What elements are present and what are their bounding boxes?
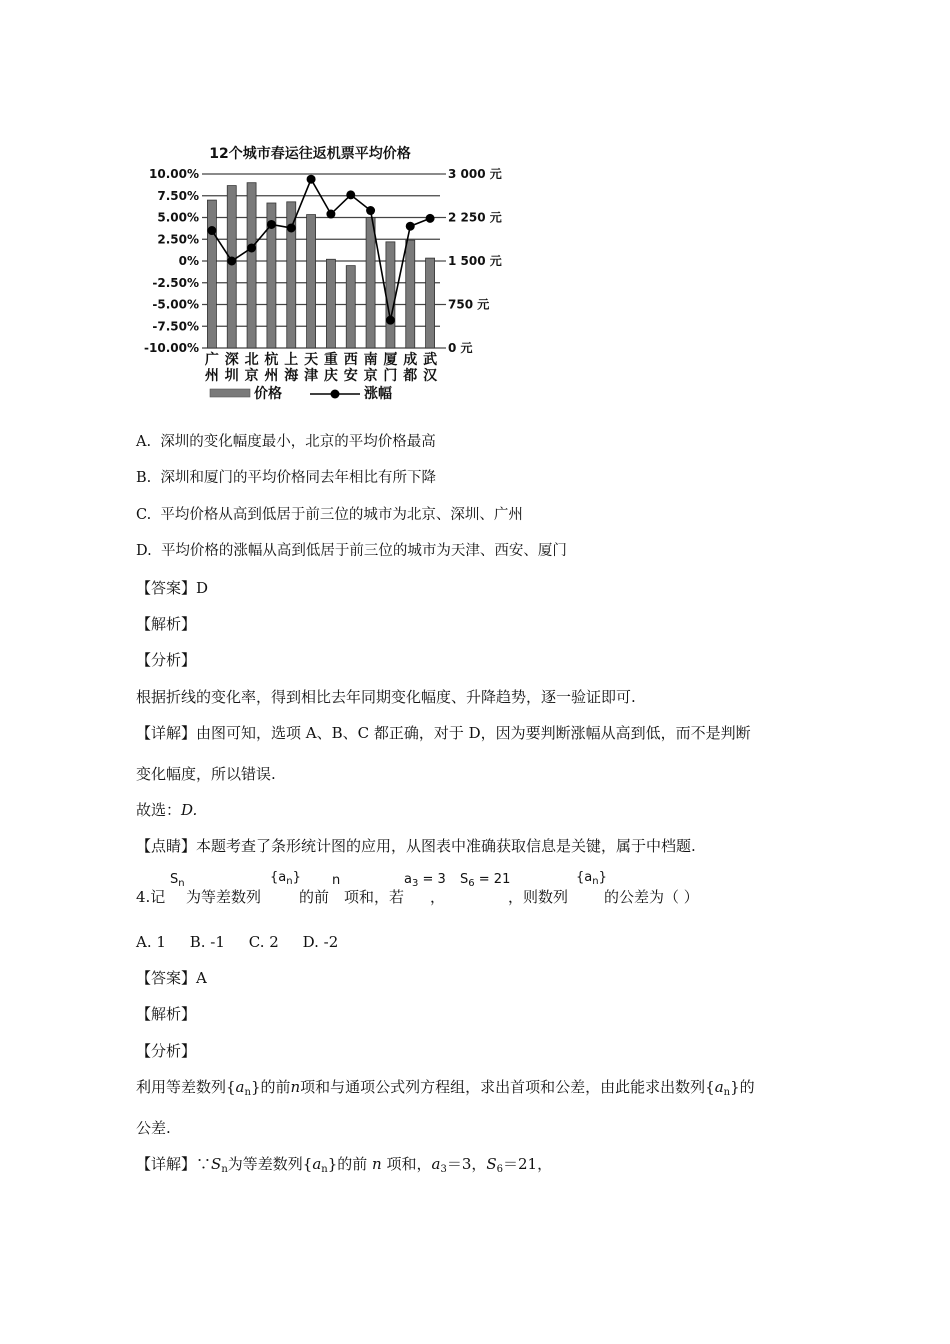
q4-xj-f: ＝21，: [503, 1155, 553, 1173]
option-d-label: D.: [136, 543, 152, 559]
q4-xj-e: ＝3，: [446, 1155, 487, 1173]
growth-point: [307, 175, 316, 184]
q4-xj-c: }的前: [327, 1155, 373, 1173]
price-bar: [326, 259, 335, 348]
q4-xiangjie: [136, 1154, 552, 1180]
q3-answer: [136, 578, 208, 598]
q3-guxuan: [136, 800, 197, 820]
q4-xj-S-sub: n: [221, 1164, 228, 1175]
option-d-text: 平均价格的涨幅从高到低居于前三位的城市为天津、西安、厦门: [160, 543, 567, 559]
q3-answer-tag: 【答案】: [136, 579, 197, 597]
category-label: 上: [284, 352, 299, 368]
right-tick-label: 3 000 元: [448, 167, 502, 181]
q4-seq2-open: {a: [576, 870, 593, 885]
option-a-text: 深圳的变化幅度最小，北京的平均价格最高: [160, 434, 436, 450]
q4-t1: 为等差数列: [186, 888, 262, 906]
right-tick-label: 1 500 元: [448, 254, 502, 268]
q4-prefix: 4.记: [136, 888, 166, 906]
q4-t4: ，则数列: [508, 888, 569, 906]
q4-xj-S: S: [211, 1155, 222, 1173]
q3-xiangjie-text-1: 由图可知，选项 A、B、C 都正确，对于 D，因为要判断涨幅从高到低，而不是判断: [196, 724, 751, 742]
growth-point: [207, 226, 216, 235]
q4-fenxi-1c: n: [244, 1087, 251, 1098]
q3-answer-value: D: [196, 579, 209, 597]
q4-seq: [270, 870, 301, 887]
category-label: 深: [224, 352, 239, 368]
q4-xj-a3-sub: 3: [440, 1164, 447, 1175]
chart-svg: [140, 138, 520, 410]
q3-xiangjie-2: 变化幅度，所以错误.: [136, 765, 276, 783]
q4-S-sub: n: [178, 878, 185, 889]
growth-point: [346, 190, 355, 199]
option-b: [136, 468, 436, 488]
chart-title: 12个城市春运往返机票平均价格: [209, 146, 411, 162]
q4-fenxi-1b: a: [235, 1078, 245, 1096]
category-label: 北: [244, 352, 259, 368]
q4-S: [170, 872, 185, 889]
option-b-text: 深圳和厦门的平均价格同去年相比有所下降: [160, 470, 436, 486]
category-label: 西: [343, 352, 358, 368]
category-label: 安: [343, 368, 358, 384]
price-bar: [227, 186, 236, 348]
category-label: 成: [403, 352, 418, 368]
category-label: 武: [423, 352, 438, 368]
category-label: 厦: [383, 352, 398, 368]
category-label: 南: [363, 352, 378, 368]
growth-point: [326, 210, 335, 219]
q3-xiangjie-tag: 【详解】: [136, 724, 197, 742]
q3-dianjing-text: 本题考查了条形统计图的应用，从图表中准确获取信息是关键，属于中档题.: [196, 837, 696, 855]
category-label: 杭: [264, 352, 279, 368]
q4-seq-open: {a: [270, 870, 287, 885]
q4-xj-a: a: [312, 1155, 322, 1173]
left-tick-label: -10.00%: [144, 341, 199, 355]
legend-line-label: 涨幅: [364, 386, 392, 402]
q4-xj-d: 项和，: [381, 1155, 432, 1173]
q4-fenxi-2: 公差.: [136, 1119, 171, 1137]
left-tick-label: -2.50%: [152, 275, 199, 290]
category-label: 庆: [323, 368, 338, 384]
left-tick-label: 2.50%: [157, 232, 199, 247]
q3-guxuan-label: 故选：: [136, 801, 182, 819]
right-tick-label: 750 元: [448, 297, 490, 312]
growth-line: [212, 179, 430, 320]
q4-answer-value: A: [196, 969, 207, 987]
price-bar: [207, 200, 216, 348]
legend-bar-label: 价格: [254, 386, 282, 402]
q4-a3-letter: a: [404, 872, 412, 887]
category-label: 都: [403, 368, 418, 384]
q4-fenxi-tag: 【分析】: [136, 1042, 197, 1060]
growth-point: [386, 316, 395, 325]
q4-jiexi: 【解析】: [136, 1005, 197, 1023]
growth-point: [406, 222, 415, 231]
option-c-label: C.: [136, 507, 152, 523]
q4-comma: ，: [430, 888, 446, 906]
q4-t3: 项和，若: [344, 888, 405, 906]
category-label: 州: [204, 368, 219, 384]
q4-S6-letter: S: [460, 872, 469, 887]
q4-n: n: [332, 873, 341, 888]
growth-point: [426, 214, 435, 223]
q4-S6-val: = 21: [474, 872, 511, 887]
price-bar: [247, 183, 256, 348]
q4-seq2-sub: n: [592, 876, 599, 887]
growth-point: [366, 206, 375, 215]
q4-a3-val: = 3: [418, 872, 446, 887]
q3-jiexi: 【解析】: [136, 615, 197, 633]
q4-fenxi-1d: }的前: [250, 1078, 291, 1096]
growth-point: [247, 243, 256, 252]
option-c: [136, 505, 523, 525]
left-tick-label: -5.00%: [152, 297, 199, 312]
option-c-text: 平均价格从高到低居于前三位的城市为北京、深圳、广州: [160, 507, 523, 523]
category-label: 州: [264, 368, 279, 384]
category-label: 京: [244, 368, 259, 384]
q4-xj-because: ∵: [196, 1155, 212, 1173]
price-bar: [346, 266, 355, 348]
legend-bar-swatch: [210, 389, 250, 397]
q4-S-letter: S: [170, 872, 179, 887]
q3-dianjing-tag: 【点睛】: [136, 837, 197, 855]
q4-a3-sub: 3: [411, 878, 419, 889]
option-b-label: B.: [136, 470, 152, 486]
left-tick-label: 7.50%: [157, 188, 199, 203]
q4-seq-close: }: [292, 870, 301, 885]
q3-guxuan-value: D.: [181, 801, 198, 819]
category-label: 广: [204, 352, 219, 368]
growth-point: [287, 223, 296, 232]
q4-fenxi-1f: 项和与通项公式列方程组，求出首项和公差，由此能求出数列{: [300, 1078, 715, 1096]
q4-xiangjie-tag: 【详解】: [136, 1155, 197, 1173]
q3-fenxi-tag: 【分析】: [136, 651, 197, 669]
q4-xj-a-sub: n: [321, 1164, 328, 1175]
q4-fenxi-1h: n: [723, 1087, 731, 1098]
price-bar: [386, 242, 395, 348]
q4-xj-S6: S: [486, 1155, 497, 1173]
growth-point: [227, 257, 236, 266]
q4-seq-sub: n: [286, 876, 293, 887]
q4-S6-sub: 6: [468, 878, 475, 889]
category-label: 京: [363, 368, 378, 384]
category-label: 津: [304, 368, 319, 384]
price-bar: [406, 240, 415, 348]
price-bar: [366, 218, 375, 349]
q4-fenxi-1g: a: [714, 1078, 724, 1096]
category-label: 天: [304, 352, 319, 368]
q4-S6: [460, 872, 510, 889]
left-tick-label: 10.00%: [149, 167, 199, 181]
q4-t2: 的前: [299, 888, 330, 906]
q3-dianjing: [136, 836, 696, 856]
left-tick-label: 5.00%: [157, 210, 199, 225]
q4-fenxi-1a: 利用等差数列{: [136, 1078, 236, 1096]
chart: [140, 138, 520, 410]
right-tick-label: 2 250 元: [448, 210, 502, 225]
option-d: [136, 541, 567, 561]
category-label: 海: [284, 368, 299, 384]
left-tick-label: -7.50%: [152, 319, 199, 334]
category-label: 圳: [224, 368, 239, 384]
q4-seq2: [576, 870, 607, 887]
q4-answer-tag: 【答案】: [136, 969, 197, 987]
option-a: [136, 432, 436, 452]
q4-answer: [136, 968, 207, 988]
option-a-label: A.: [136, 434, 152, 450]
q4-choices: A. 1 B. -1 C. 2 D. -2: [136, 933, 339, 951]
q4-fenxi-1i: }的: [730, 1078, 755, 1096]
legend-line-marker: [331, 390, 340, 399]
q4-fenxi-1e: n: [290, 1078, 301, 1096]
q3-xiangjie-1: [136, 723, 751, 743]
q4-xj-a3: a: [431, 1155, 441, 1173]
growth-point: [267, 220, 276, 229]
q4-xj-n: n: [372, 1155, 382, 1173]
category-label: 重: [323, 352, 338, 368]
q4-t5: 的公差为（ ）: [604, 888, 699, 906]
left-tick-label: 0%: [178, 254, 199, 268]
q3-fenxi-text: 根据折线的变化率，得到相比去年同期变化幅度、升降趋势，逐一验证即可.: [136, 688, 636, 706]
q4-fenxi-1: [136, 1077, 755, 1103]
q4-seq2-close: }: [598, 870, 607, 885]
price-bar: [307, 215, 316, 348]
q4-xj-b: 为等差数列{: [227, 1155, 313, 1173]
q4-xj-S6-sub: 6: [496, 1164, 504, 1175]
category-label: 汉: [423, 368, 438, 384]
category-label: 门: [383, 368, 398, 384]
right-tick-label: 0 元: [448, 341, 473, 355]
price-bar: [426, 258, 435, 348]
